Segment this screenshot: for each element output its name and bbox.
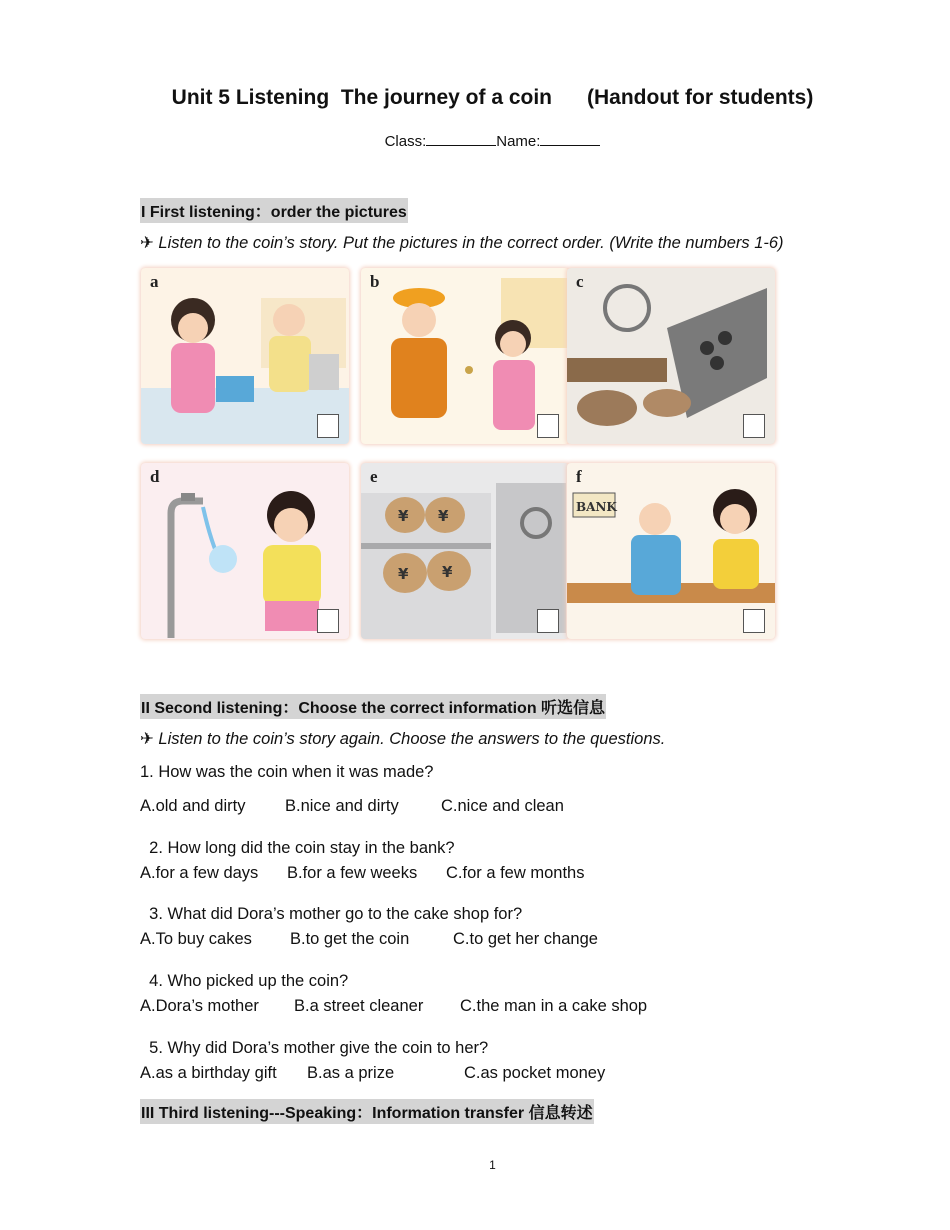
yuan-label-1: ¥: [398, 507, 409, 525]
section1-instruction: ✈ Listen to the coin’s story. Put the pictures in the correct order. (Write the numbers 1-6): [140, 234, 784, 252]
question-4-option-a[interactable]: A.Dora’s mother: [140, 997, 259, 1015]
question-4-option-c[interactable]: C.the man in a cake shop: [460, 997, 648, 1015]
question-1-option-b[interactable]: B.nice and dirty: [285, 797, 399, 815]
section1-heading: I First listening：order the pictures: [140, 198, 408, 223]
page-number: 1: [489, 1158, 496, 1172]
class-name-line: [0, 131, 950, 150]
section2-heading: II Second listening：Choose the correct information 听选信息: [140, 694, 606, 719]
question-5-option-b[interactable]: B.as a prize: [307, 1064, 395, 1082]
section2-instruction: ✈ Listen to the coin’s story again. Choose the answers to the questions.: [140, 730, 666, 748]
question-2: 2. How long did the coin stay in the bank?: [140, 839, 455, 857]
question-5: 5. Why did Dora’s mother give the coin to her?: [140, 1039, 489, 1057]
picture-a: [141, 268, 349, 444]
picture-f: [567, 463, 775, 639]
page-title: Unit 5 Listening The journey of a coin (Handout for students): [171, 86, 814, 109]
question-2-option-a[interactable]: A.for a few days: [140, 864, 259, 882]
question-1: 1. How was the coin when it was made?: [140, 763, 434, 781]
picture-d: [141, 463, 349, 639]
section3-heading: III Third listening---Speaking：Information transfer 信息转述: [140, 1099, 594, 1124]
question-3-option-b[interactable]: B.to get the coin: [290, 930, 410, 948]
picture-e-letter: e: [370, 467, 378, 486]
picture-c: [567, 268, 775, 444]
question-5-option-a[interactable]: A.as a birthday gift: [140, 1064, 277, 1082]
question-4-option-b[interactable]: B.a street cleaner: [294, 997, 424, 1015]
question-3: 3. What did Dora’s mother go to the cake shop for?: [140, 905, 523, 923]
name-blank[interactable]: [540, 131, 600, 146]
question-5-option-c[interactable]: C.as pocket money: [464, 1064, 606, 1082]
picture-b-letter: b: [370, 272, 380, 291]
picture-f-letter: f: [576, 467, 582, 486]
question-3-option-c[interactable]: C.to get her change: [453, 930, 598, 948]
yuan-label-3: ¥: [398, 565, 409, 583]
yuan-label-4: ¥: [442, 563, 453, 581]
question-2-option-c[interactable]: C.for a few months: [446, 864, 585, 882]
question-4: 4. Who picked up the coin?: [140, 972, 349, 990]
question-1-option-c[interactable]: C.nice and clean: [441, 797, 564, 815]
question-1-option-a[interactable]: A.old and dirty: [140, 797, 246, 815]
picture-b: [361, 268, 569, 444]
picture-e: [361, 463, 569, 639]
name-label: Name:: [496, 133, 541, 150]
picture-e-order-box[interactable]: [537, 609, 559, 633]
question-3-option-a[interactable]: A.To buy cakes: [140, 930, 252, 948]
picture-f-order-box[interactable]: [743, 609, 765, 633]
question-2-option-b[interactable]: B.for a few weeks: [287, 864, 418, 882]
picture-d-letter: d: [150, 467, 160, 486]
picture-a-order-box[interactable]: [317, 414, 339, 438]
picture-d-order-box[interactable]: [317, 609, 339, 633]
picture-c-letter: c: [576, 272, 584, 291]
bank-sign-text: BANK: [576, 500, 617, 514]
picture-c-order-box[interactable]: [743, 414, 765, 438]
class-blank[interactable]: [426, 131, 496, 146]
picture-b-order-box[interactable]: [537, 414, 559, 438]
yuan-label-2: ¥: [438, 507, 449, 525]
picture-a-letter: a: [150, 272, 159, 291]
class-label: Class:: [384, 133, 427, 150]
